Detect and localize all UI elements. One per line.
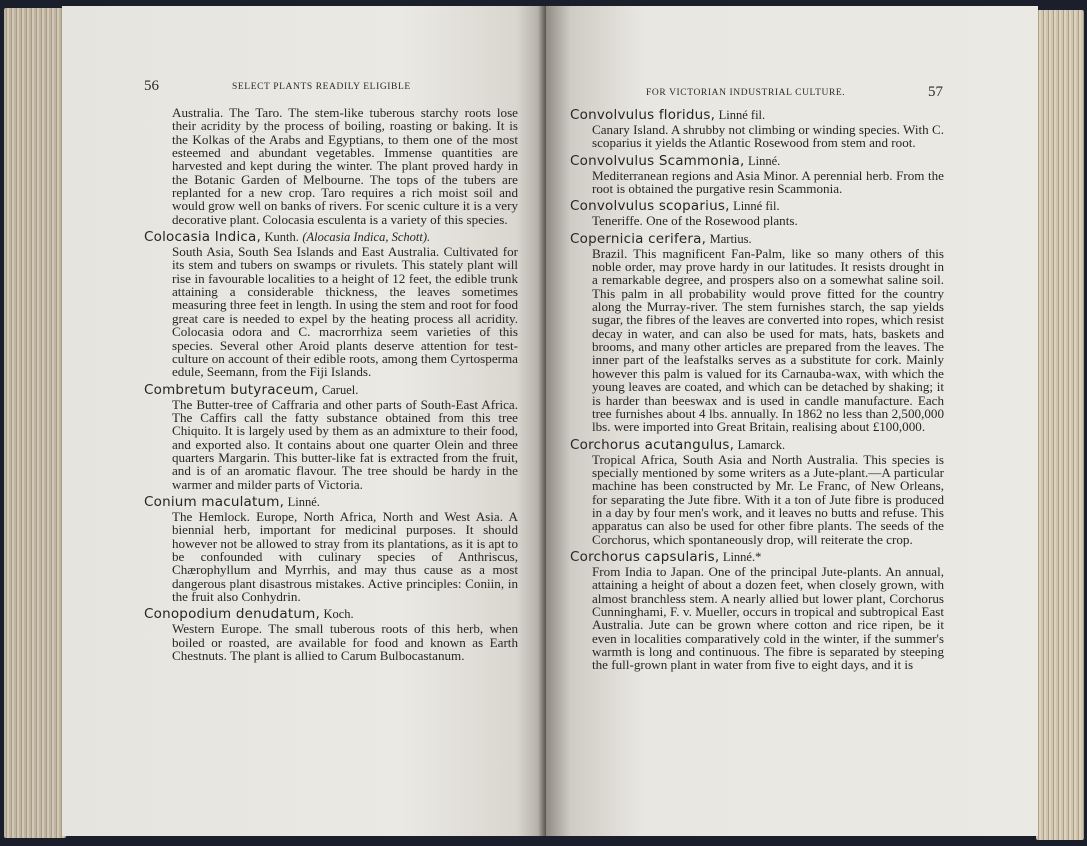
species-name: Convolvulus scoparius, [570,198,730,215]
entry-text: South Asia, South Sea Islands and East Australia. Cultivated for its stem and tubers on swamps or rivulets. This stately plant will rise in favourable localities to a height of 12 feet, the edible trunk attaining a considerable thickness, the leaves sometimes measuring three feet in length. In using the stem and root for food great care is needed to expel by the heating process all acridity. Colocasia odora and C. macrorrhiza seem varieties of this species. Several other Aroid plants deserve attention for test-culture on account of their edible roots, among them Cyrtosperma edule, Seemann, from the Fiji Islands. [172,244,518,380]
authority: Kunth. [264,230,299,245]
entry-text: Brazil. This magnificent Fan-Palm, like so many others of this noble order, may prove hardy in our latitudes. It resists drought in a remarkable degree, and prospers also on a somewhat saline soil. This palm in all probability would prove fitted for the country along the Murray-river. The stem furnishes starch, the sap yields sugar, the fibres of the leaves are converted into ropes, which resist decay in water, and can also be used for mats, hats, baskets and brooms, and many other articles are prepared from the leaves. The inner part of the leafstalks serves as a substitute for cork. Mainly however this palm is valued for its Carnauba-wax, with which the young leaves are coated, and which can be detached by shaking; it is harder than beeswax and is used in candle manufacture. Each tree furnishes about 4 lbs. annually. In 1862 no less than 2,500,000 lbs. were imported into Great Britain, realising about £100,000. [592,245,944,435]
species-name: Corchorus capsularis, [570,548,720,565]
species-name: Conopodium denudatum, [144,606,320,623]
left-page [62,6,546,836]
right-page-number: 57 [928,84,943,100]
entry-heading [570,438,944,453]
entry-heading [570,550,944,565]
right-page-edges [1036,10,1084,840]
entry-conium-maculatum [144,495,518,603]
entry-heading [570,154,944,169]
right-running-head: FOR VICTORIAN INDUSTRIAL CULTURE. [646,88,846,98]
entry-convolvulus-floridus [570,108,944,150]
entry-text: Western Europe. The small tuberous roots of this herb, when boiled or roasted, are available for food and known as Earth Chestnuts. The plant is allied to Carum Bulbocastanum. [172,621,518,664]
entry-corchorus-capsularis [570,550,944,672]
entry-heading [570,108,944,123]
entry-text: Teneriffe. One of the Rosewood plants. [592,213,798,229]
species-name: Conium maculatum, [144,493,285,510]
right-text-column [570,108,944,672]
entry-convolvulus-scammonia [570,154,944,196]
species-name: Convolvulus Scammonia, [570,152,745,169]
left-page-edges [4,8,66,838]
entry-copernicia-cerifera [570,232,944,434]
entry-text: Canary Island. A shrubby not climbing or winding species. With C. scoparius it yields the Atlantic Rosewood from stem and root. [592,122,944,151]
entry-text: The Butter-tree of Caffraria and other parts of South-East Africa. The Caffirs call the fatty substance obtained from this tree Chiquito. It is largely used by them as an admixture to their food, and exported also. It contains about one quarter Olein and three quarters Margarin. This butter-like fat is extracted from the fruit, and is of an aromatic flavour. The tree should be hardy in the warmer and milder parts of Victoria. [172,396,518,492]
entry-combretum-butyraceum [144,383,518,491]
authority: Koch. [323,607,354,622]
entry-heading [144,607,518,622]
continuation-paragraph: Australia. The Taro. The stem-like tuberous starchy roots lose their acridity by the process of boiling, roasting or baking. It is the Kolkas of the Arabs and Egyptians, to them one of the most esteemed and abundant vegetables. Immense quantities are harvested and kept during the winter. The plant proved hardy in the Botanic Garden of Melbourne. The tops of the tubers are replanted for a new crop. Taro requires a rich moist soil and would grow well on banks of rivers. For scenic culture it is a very decorative plant. Colocasia esculenta is a variety of this species. [172,105,518,227]
entry-convolvulus-scoparius [570,199,944,227]
species-name: Combretum butyraceum, [144,381,319,398]
left-page-number: 56 [144,78,159,94]
species-name: Convolvulus floridus, [570,107,716,123]
entry-heading [144,495,518,510]
entry-corchorus-acutangulus [570,438,944,546]
authority: Linné. [287,494,320,509]
entry-text: Mediterranean regions and Asia Minor. A perennial herb. From the root is obtained the purgative resin Scammonia. [592,167,944,197]
authority: Linné fil. [733,199,780,214]
authority: Caruel. [321,382,359,397]
authority: Linné. [748,153,781,168]
synonym: (Alocasia Indica, Schott). [302,230,431,245]
authority: Martius. [709,231,752,246]
entry-heading [570,232,944,247]
entry-colocasia-indica [144,230,518,378]
authority: Linné.* [722,549,762,564]
entry-heading [144,383,518,398]
authority: Lamarck. [737,437,786,452]
species-name: Copernicia cerifera, [570,230,707,247]
entry-heading [144,230,518,245]
species-name: Colocasia Indica, [144,229,261,246]
entry-conopodium-denudatum [144,607,518,662]
left-running-head: SELECT PLANTS READILY ELIGIBLE [232,82,411,92]
entry-heading [570,199,944,214]
species-name: Corchorus acutangulus, [570,436,735,453]
right-page [546,6,1038,836]
left-text-column [144,105,518,664]
entry-text: Tropical Africa, South Asia and North Australia. This species is specially mentioned by some writers as a Jute-plant.—A particular machine has been constructed by Mr. Le Franc, of New Orleans, for separating the Jute fibre. With it a ton of Jute fibre is produced in a day by four men's work, and it leaves no butts and refuse. This apparatus can also be used for other fibre plants. The seeds of the Corchorus, which spontaneously drop, will reiterate the crop. [592,451,944,547]
authority: Linné fil. [718,108,766,122]
entry-text: The Hemlock. Europe, North Africa, North and West Asia. A biennial herb, important for medicinal purposes. It should however not be allowed to stray from its plantations, as it is apt to be confounded with culinary species of Anthriscus, Chærophyllum and Myrrhis, and may thus cause as a most dangerous plant disastrous mistakes. Active principles: Coniin, in the fruit also Conhydrin. [172,508,518,604]
entry-text: From India to Japan. One of the principal Jute-plants. An annual, attaining a height of about a dozen feet, when closely grown, with almost branchless stem. A nearly allied but lower plant, Corchorus Cunninghami, F. v. Mueller, occurs in tropical and subtropical East Australia. Jute can be grown where cotton and rice ripen, be it even in localities comparatively cold in the winter, if the summer's warmth is long and continuous. The fibre is separated by steeping the full-grown plant in water from five to eight days, and it is [592,563,944,673]
